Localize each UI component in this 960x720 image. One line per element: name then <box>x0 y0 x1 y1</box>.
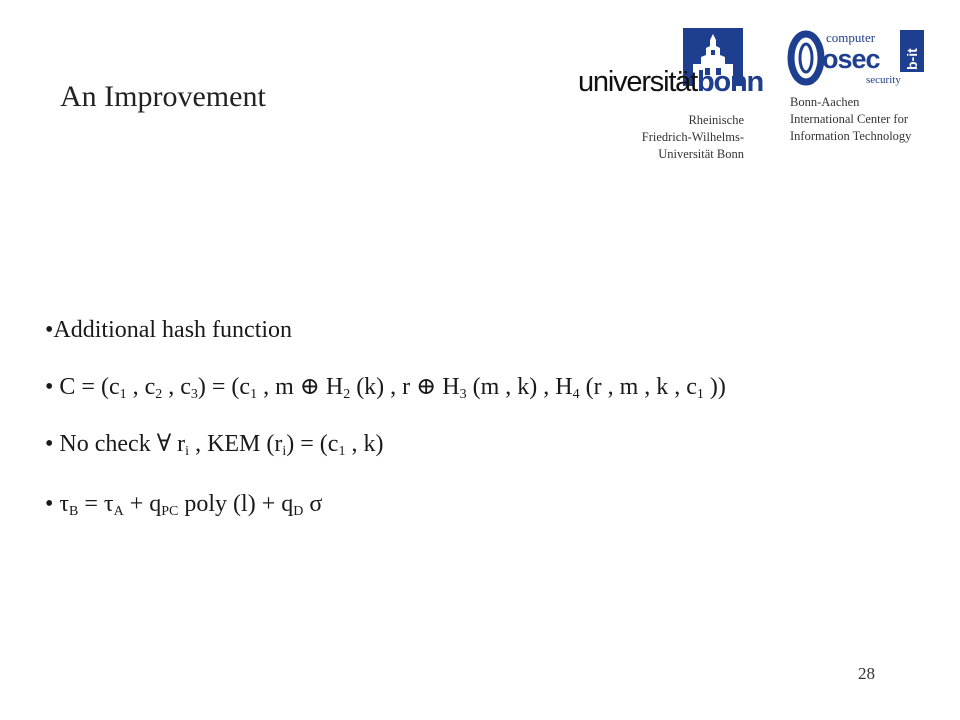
cosec-top-word: computer <box>826 30 876 45</box>
formula-text: , c <box>162 374 191 400</box>
slide-title: An Improvement <box>60 80 266 113</box>
formula-subscript: D <box>293 504 304 519</box>
bit-subtitle <box>790 94 911 145</box>
formula-text: )) <box>703 374 726 400</box>
formula-text: , m ⊕ H <box>257 374 344 400</box>
formula-subscript: i <box>185 444 190 459</box>
cosec-mid-word: osec <box>822 44 880 74</box>
formula-subscript: 2 <box>155 387 163 402</box>
formula-text: (r , m , k , c <box>579 374 697 400</box>
formula-text: • C = (c <box>45 374 120 400</box>
formula-text: • τ <box>45 491 70 517</box>
formula-subscript: A <box>113 504 124 519</box>
formula-text: (k) , r ⊕ H <box>350 374 460 400</box>
formula-text: • No check ∀ r <box>45 431 186 457</box>
cosec-bottom-word: security <box>866 74 901 86</box>
formula-subscript: 1 <box>696 387 704 402</box>
bit-subtitle-line: Information Technology <box>790 129 912 143</box>
bullet-ciphertext-formula <box>45 374 726 402</box>
bit-subtitle-line: Bonn-Aachen <box>790 95 860 109</box>
formula-subscript: PC <box>161 504 179 519</box>
formula-subscript: B <box>69 504 79 519</box>
bonn-subtitle-line: Rheinische <box>688 113 744 127</box>
formula-text: poly (l) + q <box>178 491 294 517</box>
bullet-time-bound <box>45 491 323 519</box>
formula-text: ) = (c <box>197 374 251 400</box>
formula-text: , KEM (r <box>189 431 283 457</box>
bullet-text: •Additional hash function <box>45 317 293 343</box>
formula-text: σ <box>303 491 323 517</box>
formula-text: , k) <box>345 431 384 457</box>
formula-subscript: 1 <box>119 387 127 402</box>
bonn-subtitle <box>642 112 744 163</box>
formula-text: (m , k) , H <box>466 374 573 400</box>
formula-text: + q <box>123 491 162 517</box>
formula-text: = τ <box>78 491 114 517</box>
formula-subscript: 2 <box>343 387 351 402</box>
bit-subtitle-line: International Center for <box>790 112 909 126</box>
formula-text: , c <box>126 374 156 400</box>
bit-cosec-logo <box>786 28 936 148</box>
bullet-no-check <box>45 431 384 459</box>
formula-subscript: 3 <box>459 387 467 402</box>
bonn-wordmark-light: universität <box>578 66 697 98</box>
page-number: 28 <box>858 664 875 683</box>
formula-text: ) = (c <box>286 431 339 457</box>
bonn-subtitle-line: Friedrich-Wilhelms- <box>641 130 744 144</box>
formula-subscript: 4 <box>572 387 580 402</box>
university-bonn-logo <box>578 28 764 161</box>
bonn-wordmark-bold: bonn <box>696 66 764 98</box>
formula-subscript: i <box>282 444 287 459</box>
bullet-additional-hash <box>45 318 292 342</box>
bonn-subtitle-line: Universität Bonn <box>658 147 744 161</box>
formula-subscript: 1 <box>338 444 346 459</box>
formula-subscript: 3 <box>190 387 198 402</box>
formula-subscript: 1 <box>250 387 258 402</box>
bit-side-word: b-it <box>904 48 920 70</box>
bonn-wordmark <box>578 68 763 97</box>
cosec-logo-icon <box>786 28 926 88</box>
